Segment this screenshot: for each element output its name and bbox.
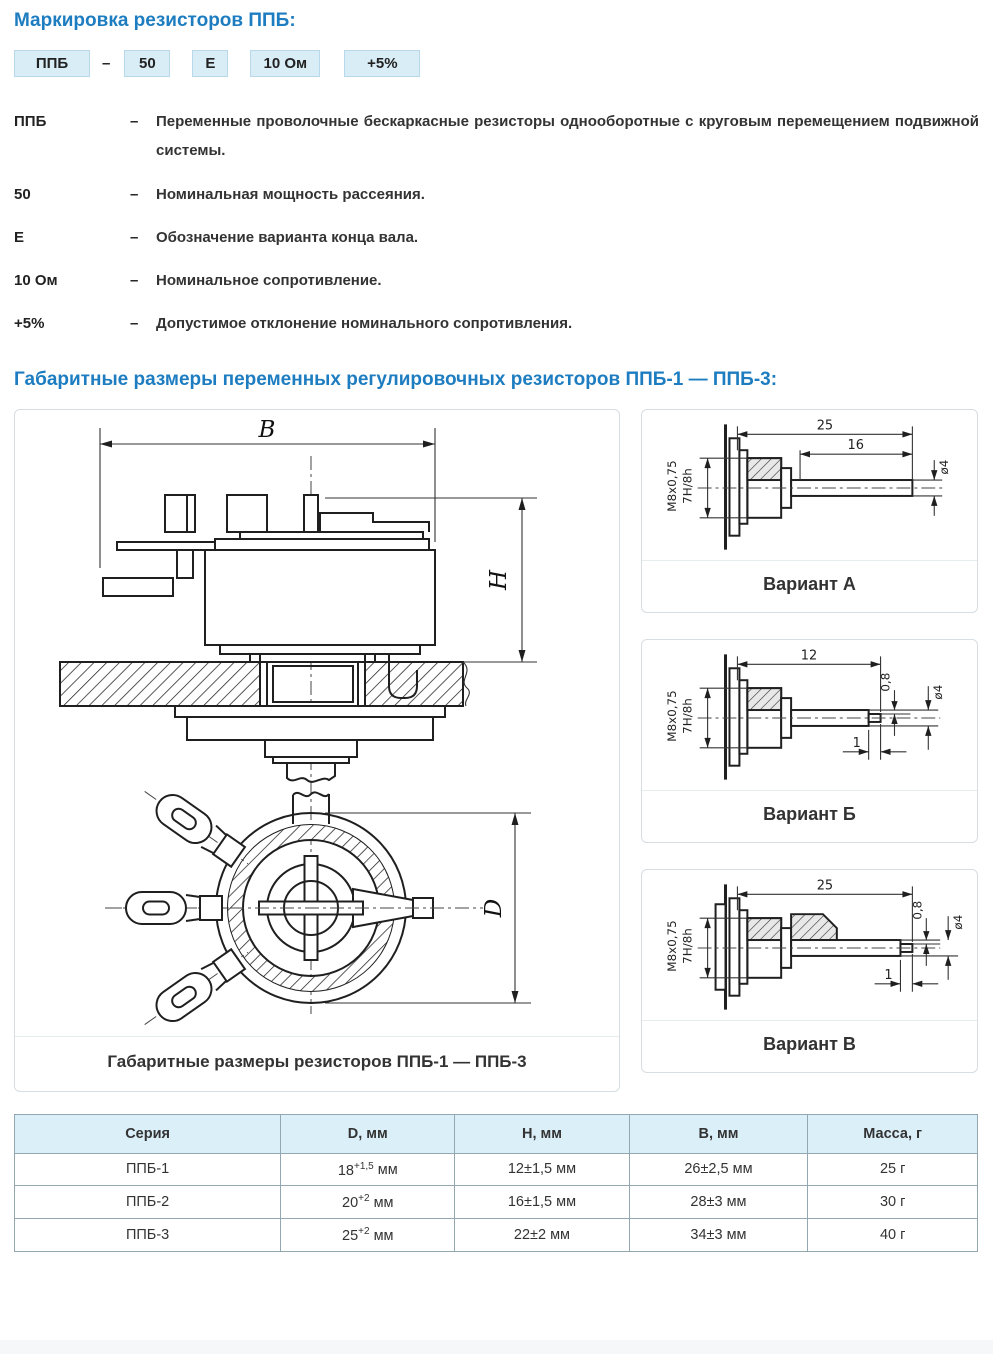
dim-slot-width: 1 [852, 735, 861, 751]
variant-v-panel [641, 869, 978, 1073]
variant-v-drawing [642, 870, 977, 1020]
thread-label: M8x0,75 [664, 689, 679, 742]
dim-diameter: ø4 [951, 914, 966, 930]
definition-row [14, 107, 979, 166]
definition-dash: – [130, 228, 139, 246]
cell-mass: 30 г [808, 1186, 978, 1219]
dim-length: 25 [816, 417, 834, 433]
cell-series: ППБ-1 [15, 1153, 281, 1186]
fit-label: 7H/8h [680, 927, 695, 964]
cell-d: $25^{+2}$ мм [281, 1219, 455, 1252]
marking-box-power: 50 [124, 50, 170, 77]
cell-series: ППБ-2 [15, 1186, 281, 1219]
cell-h: 12±1,5 мм [455, 1153, 629, 1186]
dim-length2: 16 [847, 437, 864, 453]
cell-b: 34±3 мм [629, 1219, 808, 1252]
thread-label: M8x0,75 [664, 459, 679, 512]
heading-marking: Маркировка резисторов ППБ: [14, 10, 296, 31]
definition-term: 50 [14, 185, 31, 203]
definition-dash: – [130, 113, 139, 130]
marking-box-resistance: 10 Ом [250, 50, 320, 77]
cell-d: $20^{+2}$ мм [281, 1186, 455, 1219]
definition-row [14, 223, 979, 252]
marking-box-series: ППБ [14, 50, 90, 77]
dim-length: 12 [800, 647, 818, 663]
table-header-row [15, 1114, 978, 1153]
marking-box-tolerance: +5% [344, 50, 420, 77]
terminal-lug-upper [136, 778, 258, 876]
col-header-h: H, мм [455, 1114, 629, 1153]
col-header-mass: Масса, г [808, 1114, 978, 1153]
definition-row [14, 180, 979, 209]
dim-diameter: ø4 [937, 459, 952, 475]
dim-slot-width: 1 [884, 967, 893, 983]
heading-dimensions: Габаритные размеры переменных регулировочных резисторов ППБ-1 — ППБ-3: [14, 368, 778, 390]
cell-mass: 40 г [808, 1219, 978, 1252]
marking-row [14, 50, 979, 77]
definition-text: Допустимое отклонение номинального сопротивления. [156, 315, 573, 333]
dim-length: 25 [816, 877, 834, 893]
terminal-lug-lower [136, 939, 258, 1036]
fit-label: 7H/8h [680, 697, 695, 734]
dim-label-d: D [481, 898, 507, 917]
dim-diameter: ø4 [931, 684, 946, 700]
variant-a-panel [641, 409, 978, 613]
col-header-d: D, мм [281, 1114, 455, 1153]
definition-row [14, 309, 979, 338]
variant-a-drawing [642, 410, 977, 560]
cell-b: 28±3 мм [629, 1186, 808, 1219]
dim-slot-depth: 0,8 [910, 900, 925, 920]
definition-text: Обозначение варианта конца вала. [156, 228, 419, 246]
variants-column [641, 409, 978, 1073]
table-row [15, 1219, 978, 1252]
definition-text: Номинальная мощность рассеяния. [156, 185, 425, 203]
terminal-lug-left [108, 892, 234, 924]
definition-term: Е [14, 228, 25, 246]
cell-h: 16±1,5 мм [455, 1186, 629, 1219]
cell-series: ППБ-3 [15, 1219, 281, 1252]
dim-label-b: B [258, 416, 276, 443]
table-row [15, 1186, 978, 1219]
main-drawing-caption: Габаритные размеры резисторов ППБ-1 — ППБ-3 [15, 1036, 619, 1091]
definition-term: 10 Ом [14, 272, 58, 289]
col-header-b: B, мм [629, 1114, 808, 1153]
thread-label: M8x0,75 [664, 919, 679, 972]
definition-term: ППБ [14, 113, 47, 130]
variant-b-drawing [642, 640, 977, 790]
dim-label-h: H [486, 569, 512, 590]
definition-text: Переменные проволочные бескаркасные резисторы однооборотные с круговым перемещением подвижной системы. [156, 113, 979, 160]
cell-b: 26±2,5 мм [629, 1153, 808, 1186]
cell-h: 22±2 мм [455, 1219, 629, 1252]
variant-v-caption: Вариант В [642, 1020, 977, 1072]
figures-area [14, 409, 979, 1092]
footer-strip [0, 1340, 993, 1354]
definition-dash: – [130, 272, 139, 289]
cell-mass: 25 г [808, 1153, 978, 1186]
definition-row [14, 266, 979, 295]
main-drawing-panel [14, 409, 620, 1092]
definition-text: Номинальное сопротивление. [156, 272, 382, 289]
definitions-list [14, 107, 979, 339]
cell-d: $18^{+1,5}$ мм [281, 1153, 455, 1186]
fit-label: 7H/8h [680, 467, 695, 504]
definition-dash: – [130, 185, 139, 203]
variant-a-caption: Вариант А [642, 560, 977, 612]
spec-table [14, 1114, 978, 1252]
main-technical-drawing [15, 410, 619, 1036]
variant-b-panel [641, 639, 978, 843]
col-header-series: Серия [15, 1114, 281, 1153]
marking-separator: – [102, 55, 111, 72]
marking-box-shaft: Е [192, 50, 228, 77]
table-row [15, 1153, 978, 1186]
definition-term: +5% [14, 315, 45, 333]
definition-dash: – [130, 315, 139, 333]
variant-b-caption: Вариант Б [642, 790, 977, 842]
dim-slot-depth: 0,8 [878, 672, 893, 692]
